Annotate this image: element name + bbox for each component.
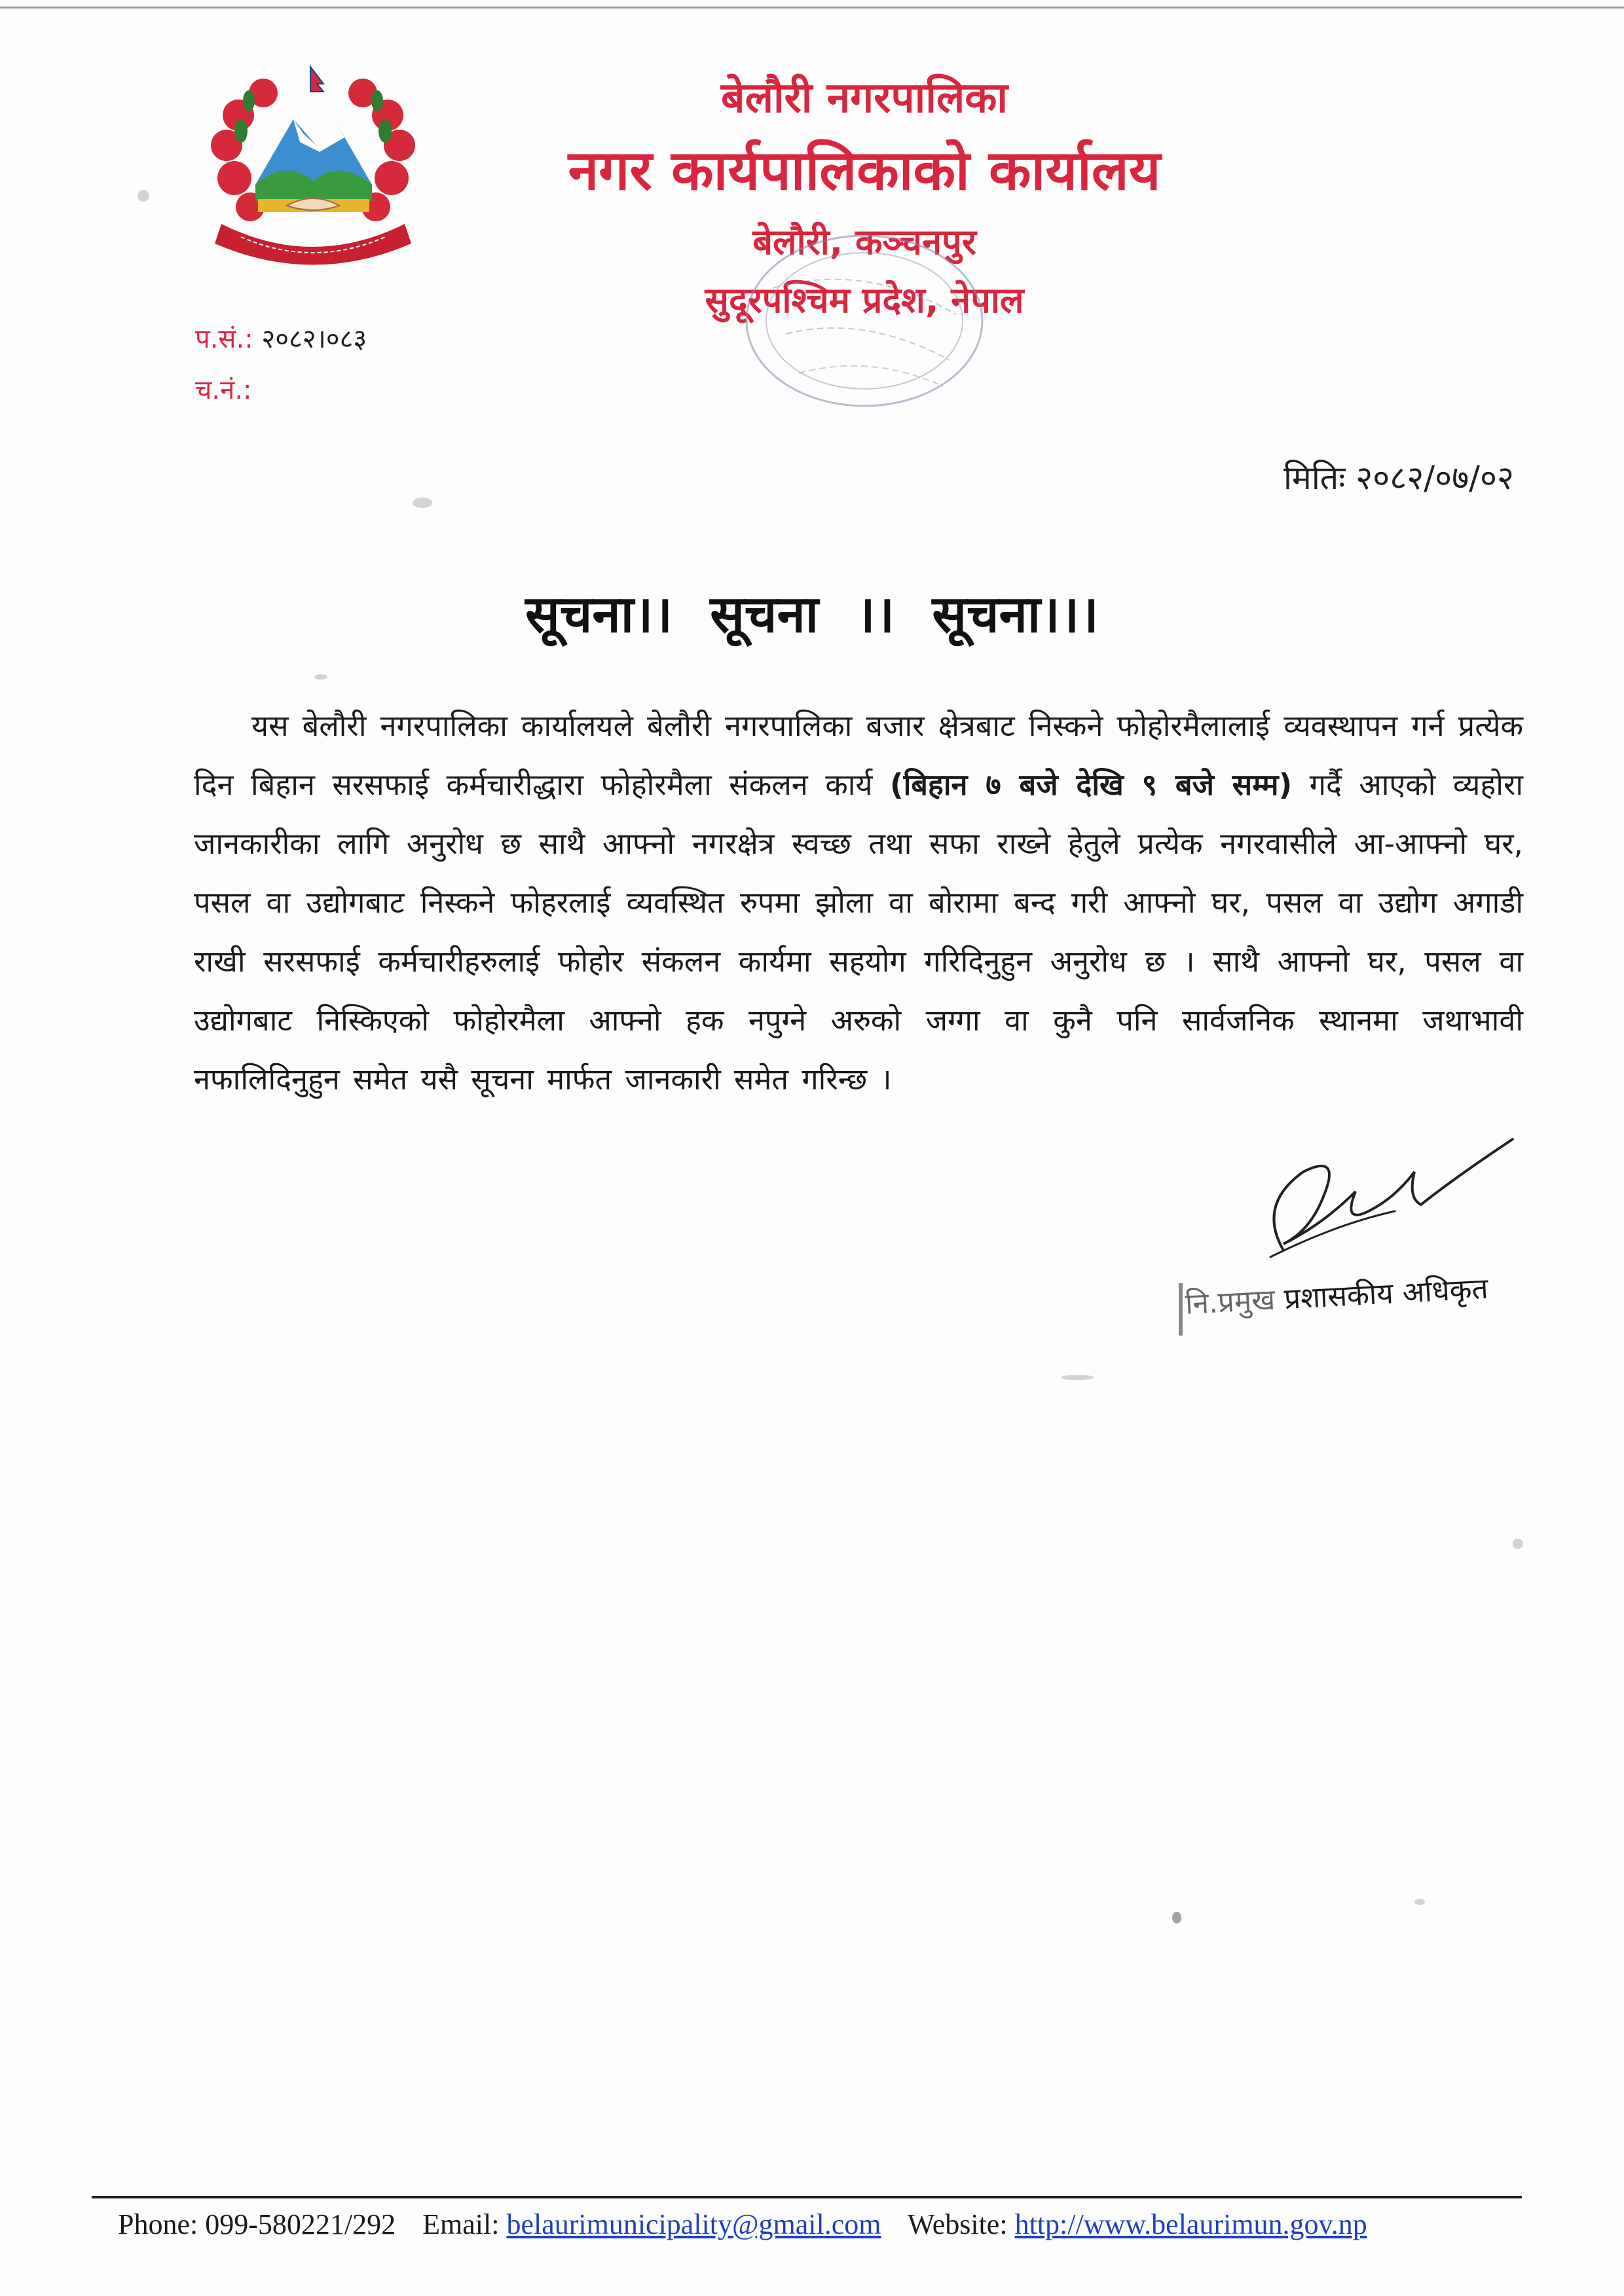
dispatch-label: च.नं.: — [195, 375, 252, 405]
office-seal-icon — [733, 223, 995, 419]
phone-number: 099-580221/292 — [205, 2208, 396, 2240]
scan-speck — [1172, 1912, 1181, 1923]
footer-divider — [92, 2196, 1522, 2198]
signatory-prefix: नि.प्रमुख — [1184, 1283, 1276, 1321]
stamp-bar — [1179, 1283, 1183, 1336]
signature-icon — [1244, 1126, 1519, 1270]
nepal-emblem-icon — [195, 60, 431, 283]
scan-speck — [1513, 1539, 1523, 1549]
footer-contact — [118, 2208, 1367, 2241]
document-date — [1283, 454, 1514, 499]
reference-label: प.सं.: — [195, 324, 253, 354]
municipality-name: बेलौरी नगरपालिका — [721, 74, 1008, 122]
office-name: नगर कार्यपालिकाको कार्यालय — [568, 138, 1161, 202]
notice-heading: सूचना।। सूचना ।। सूचना।।। — [525, 585, 1099, 644]
top-border — [0, 7, 1624, 9]
scan-speck — [314, 674, 327, 680]
phone-label: Phone: — [118, 2208, 198, 2240]
email-label: Email: — [422, 2208, 500, 2240]
notice-body — [194, 697, 1523, 1109]
website-label: Website: — [907, 2208, 1008, 2240]
office-address: बेलौरी, कञ्चनपुर — [752, 221, 976, 263]
office-province: सुदूरपश्चिम प्रदेश, नेपाल — [705, 280, 1024, 321]
signatory-designation: प्रशासकीय अधिकृत — [1283, 1271, 1489, 1317]
scan-speck — [1061, 1375, 1094, 1380]
body-time-range: (बिहान ७ बजे देखि ९ बजे सम्म) — [890, 767, 1293, 802]
reference-number — [195, 319, 367, 355]
scan-speck — [413, 498, 432, 508]
scan-speck — [1414, 1899, 1425, 1905]
signatory-title — [1184, 1267, 1488, 1322]
body-text-part1: यस बेलौरी नगरपालिका कार्यालयले बेलौरी नगरपालिका बजार क्षेत्रबाट निस्कने फोहोरमैलालाई व्यवस्थापन गर्न प्रत्येक दिन बिहान सरसफाई कर्मचारीद्धारा फोहोरमैला संकलन कार्य — [194, 708, 1523, 802]
date-value: २०८२/०७/०२ — [1356, 459, 1514, 497]
reference-value: २०८२।०८३ — [261, 324, 367, 354]
date-label: मितिः — [1283, 459, 1346, 497]
website-link[interactable]: http://www.belaurimun.gov.np — [1014, 2208, 1367, 2240]
body-text-part2: गर्दै आएको व्यहोरा जानकारीका लागि अनुरोध छ साथै आफ्नो नगरक्षेत्र स्वच्छ तथा सफा राख्ने हेतुले प्रत्येक नगरवासीले आ-आफ्नो घर, पसल वा उद्योगबाट निस्कने फोहरलाई व्यवस्थित रुपमा झोला वा बोरामा बन्द गरी आफ्नो घर, पसल वा उद्योग अगाडी राखी सरसफाई कर्मचारीहरुलाई फोहोर संकलन कार्यमा सहयोग गरिदिनुहुन अनुरोध छ । साथै आफ्नो घर, पसल वा उद्योगबाट निस्किएको फोहोरमैला आफ्नो हक नपुग्ने अरुको जग्गा वा कुनै पनि सार्वजनिक स्थानमा जथाभावी नफालिदिनुहुन समेत यसै सूचना मार्फत जानकारी समेत गरिन्छ । — [194, 767, 1524, 1097]
email-link[interactable]: belaurimunicipality@gmail.com — [506, 2208, 881, 2240]
dispatch-number — [195, 371, 252, 407]
scan-speck — [138, 190, 149, 202]
